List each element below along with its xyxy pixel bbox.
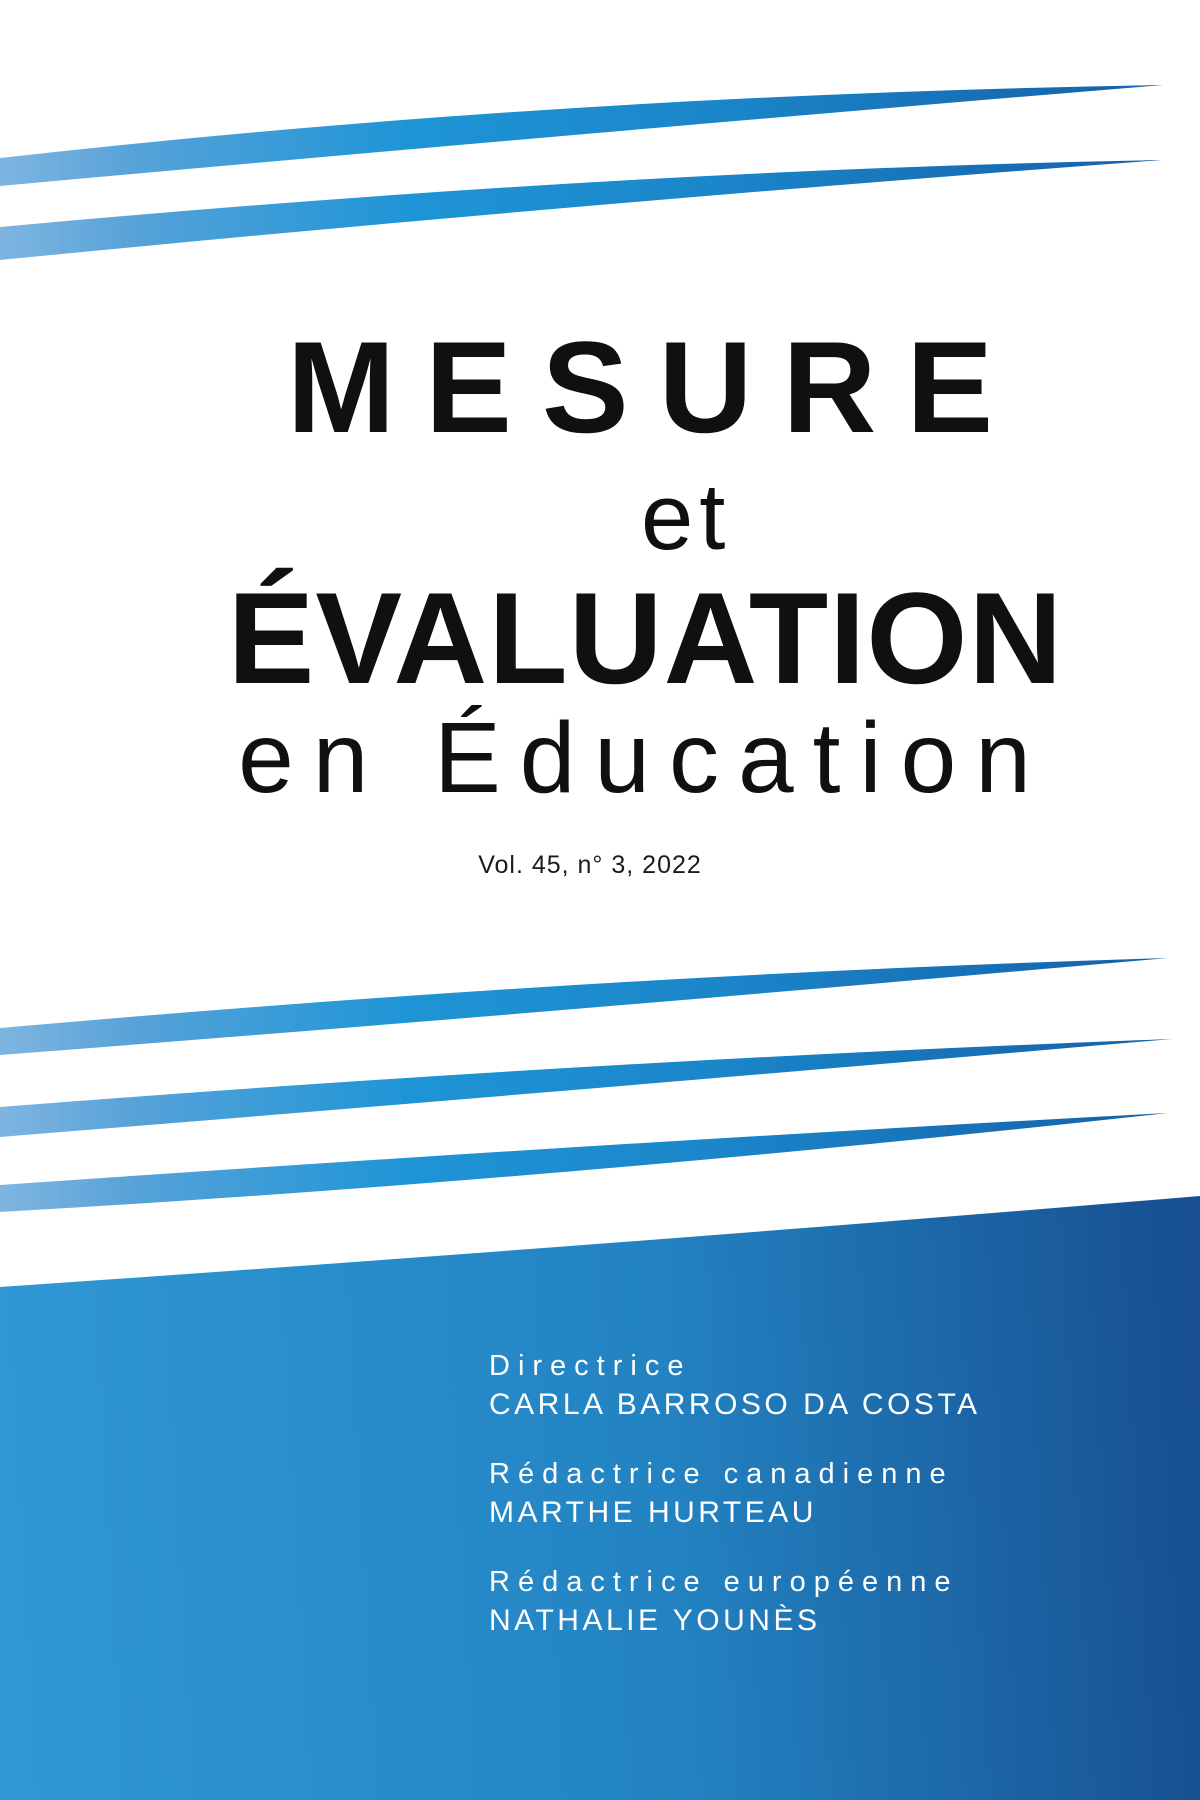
editor-entry-canadienne [489, 1460, 981, 1528]
middle-stripe-3 [0, 1113, 1168, 1212]
editor-entry-europeenne [489, 1568, 981, 1636]
editor-entry-directrice [489, 1352, 981, 1420]
editor-name: MARTHE HURTEAU [489, 1496, 817, 1529]
editor-role: Directrice [489, 1350, 692, 1382]
issue-volume-line: Vol. 45, n° 3, 2022 [478, 851, 702, 879]
title-line-evaluation: ÉVALUATION [227, 565, 1064, 711]
top-stripe-2 [0, 160, 1162, 260]
editor-role: Rédactrice canadienne [489, 1458, 954, 1490]
title-line-en-education: en Éducation [238, 702, 1050, 814]
title-connector-et: et [641, 464, 732, 569]
middle-stripe-1 [0, 958, 1168, 1055]
title-line-mesure: MESURE [286, 314, 1024, 460]
editor-name: CARLA BARROSO DA COSTA [489, 1388, 981, 1421]
editor-name: NATHALIE YOUNÈS [489, 1604, 821, 1637]
middle-stripe-2 [0, 1039, 1172, 1137]
editor-role: Rédactrice européenne [489, 1566, 959, 1598]
editors-block [489, 1352, 981, 1676]
